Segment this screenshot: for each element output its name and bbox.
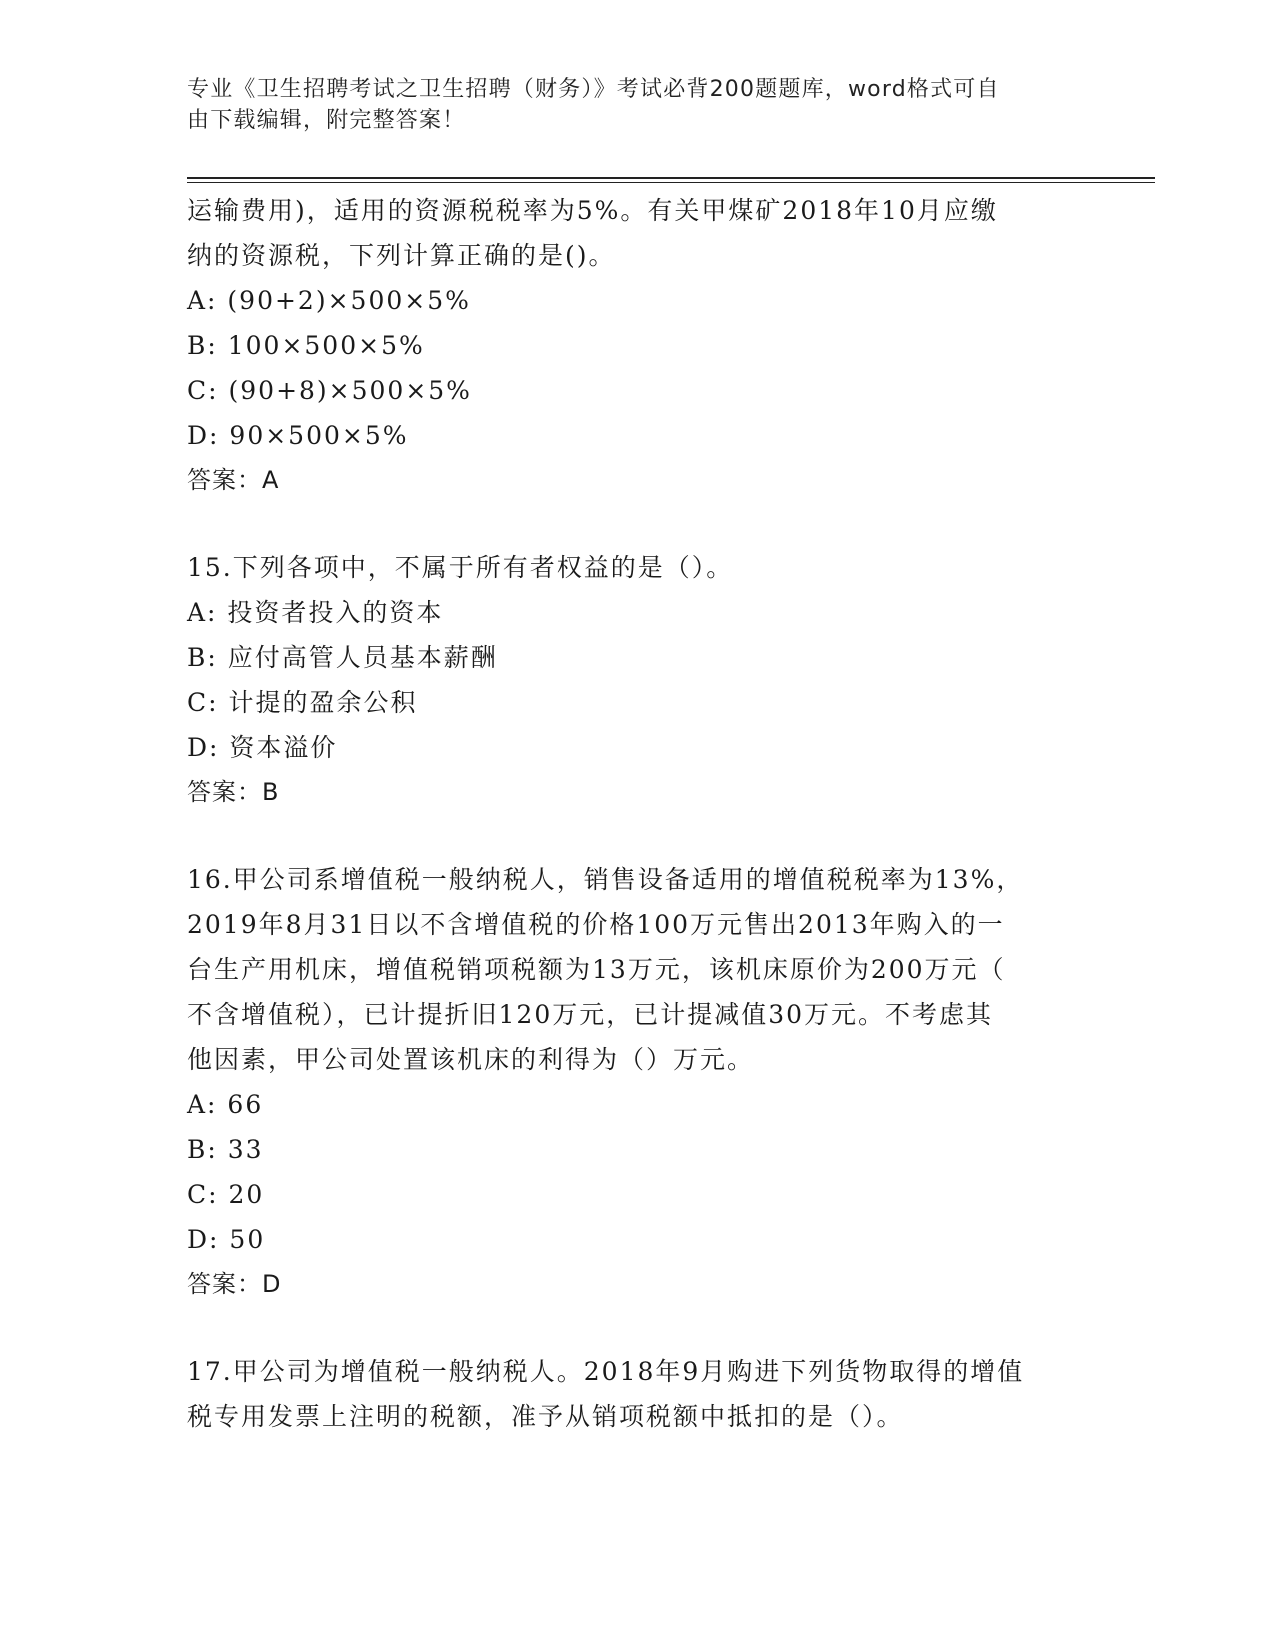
option-d: D: 资本溢价 — [187, 733, 338, 762]
option-c: C: 计提的盈余公积 — [187, 688, 418, 717]
header-line-2: 由下载编辑，附完整答案！ — [187, 108, 466, 133]
option-a: A: 投资者投入的资本 — [187, 598, 444, 627]
option-b: B: 100×500×5% — [187, 331, 425, 360]
spacer — [187, 1307, 1087, 1349]
header-line-1: 专业《卫生招聘考试之卫生招聘（财务）》考试必背200题题库，word格式可自 — [187, 77, 1000, 102]
question-text-line: 16.甲公司系增值税一般纳税人，销售设备适用的增值税税率为13%， — [187, 865, 1024, 894]
document-body — [187, 188, 1087, 1439]
question-text-line: 税专用发票上注明的税额，准予从销项税额中抵扣的是（）。 — [187, 1402, 904, 1431]
header-divider-thick — [187, 177, 1155, 179]
option-b: B: 33 — [187, 1135, 264, 1164]
header-divider-thin — [187, 182, 1155, 183]
question-15 — [187, 545, 1087, 815]
answer-line: 答案：A — [187, 466, 280, 494]
option-a: A: (90+2)×500×5% — [187, 286, 471, 315]
document-header — [187, 74, 1067, 136]
question-text-line: 运输费用)，适用的资源税税率为5%。有关甲煤矿2018年10月应缴 — [187, 196, 998, 225]
question-17 — [187, 1349, 1087, 1439]
option-b: B: 应付高管人员基本薪酬 — [187, 643, 498, 672]
question-text-line: 17.甲公司为增值税一般纳税人。2018年9月购进下列货物取得的增值 — [187, 1357, 1025, 1386]
answer-line: 答案：D — [187, 1270, 282, 1298]
option-d: D: 50 — [187, 1225, 266, 1254]
question-text-line: 2019年8月31日以不含增值税的价格100万元售出2013年购入的一 — [187, 910, 1005, 939]
question-14 — [187, 188, 1087, 503]
question-text-line: 不含增值税），已计提折旧120万元，已计提减值30万元。不考虑其 — [187, 1000, 994, 1029]
answer-line: 答案：B — [187, 778, 280, 806]
spacer — [187, 815, 1087, 857]
question-text-line: 他因素，甲公司处置该机床的利得为（）万元。 — [187, 1045, 755, 1074]
question-text-line: 台生产用机床，增值税销项税额为13万元，该机床原价为200万元（ — [187, 955, 1006, 984]
question-16 — [187, 857, 1087, 1307]
option-d: D: 90×500×5% — [187, 421, 409, 450]
question-text-line: 纳的资源税，下列计算正确的是()。 — [187, 241, 616, 270]
option-c: C: 20 — [187, 1180, 265, 1209]
option-c: C: (90+8)×500×5% — [187, 376, 472, 405]
spacer — [187, 503, 1087, 545]
option-a: A: 66 — [187, 1090, 264, 1119]
question-text-line: 15.下列各项中，不属于所有者权益的是（）。 — [187, 553, 734, 582]
